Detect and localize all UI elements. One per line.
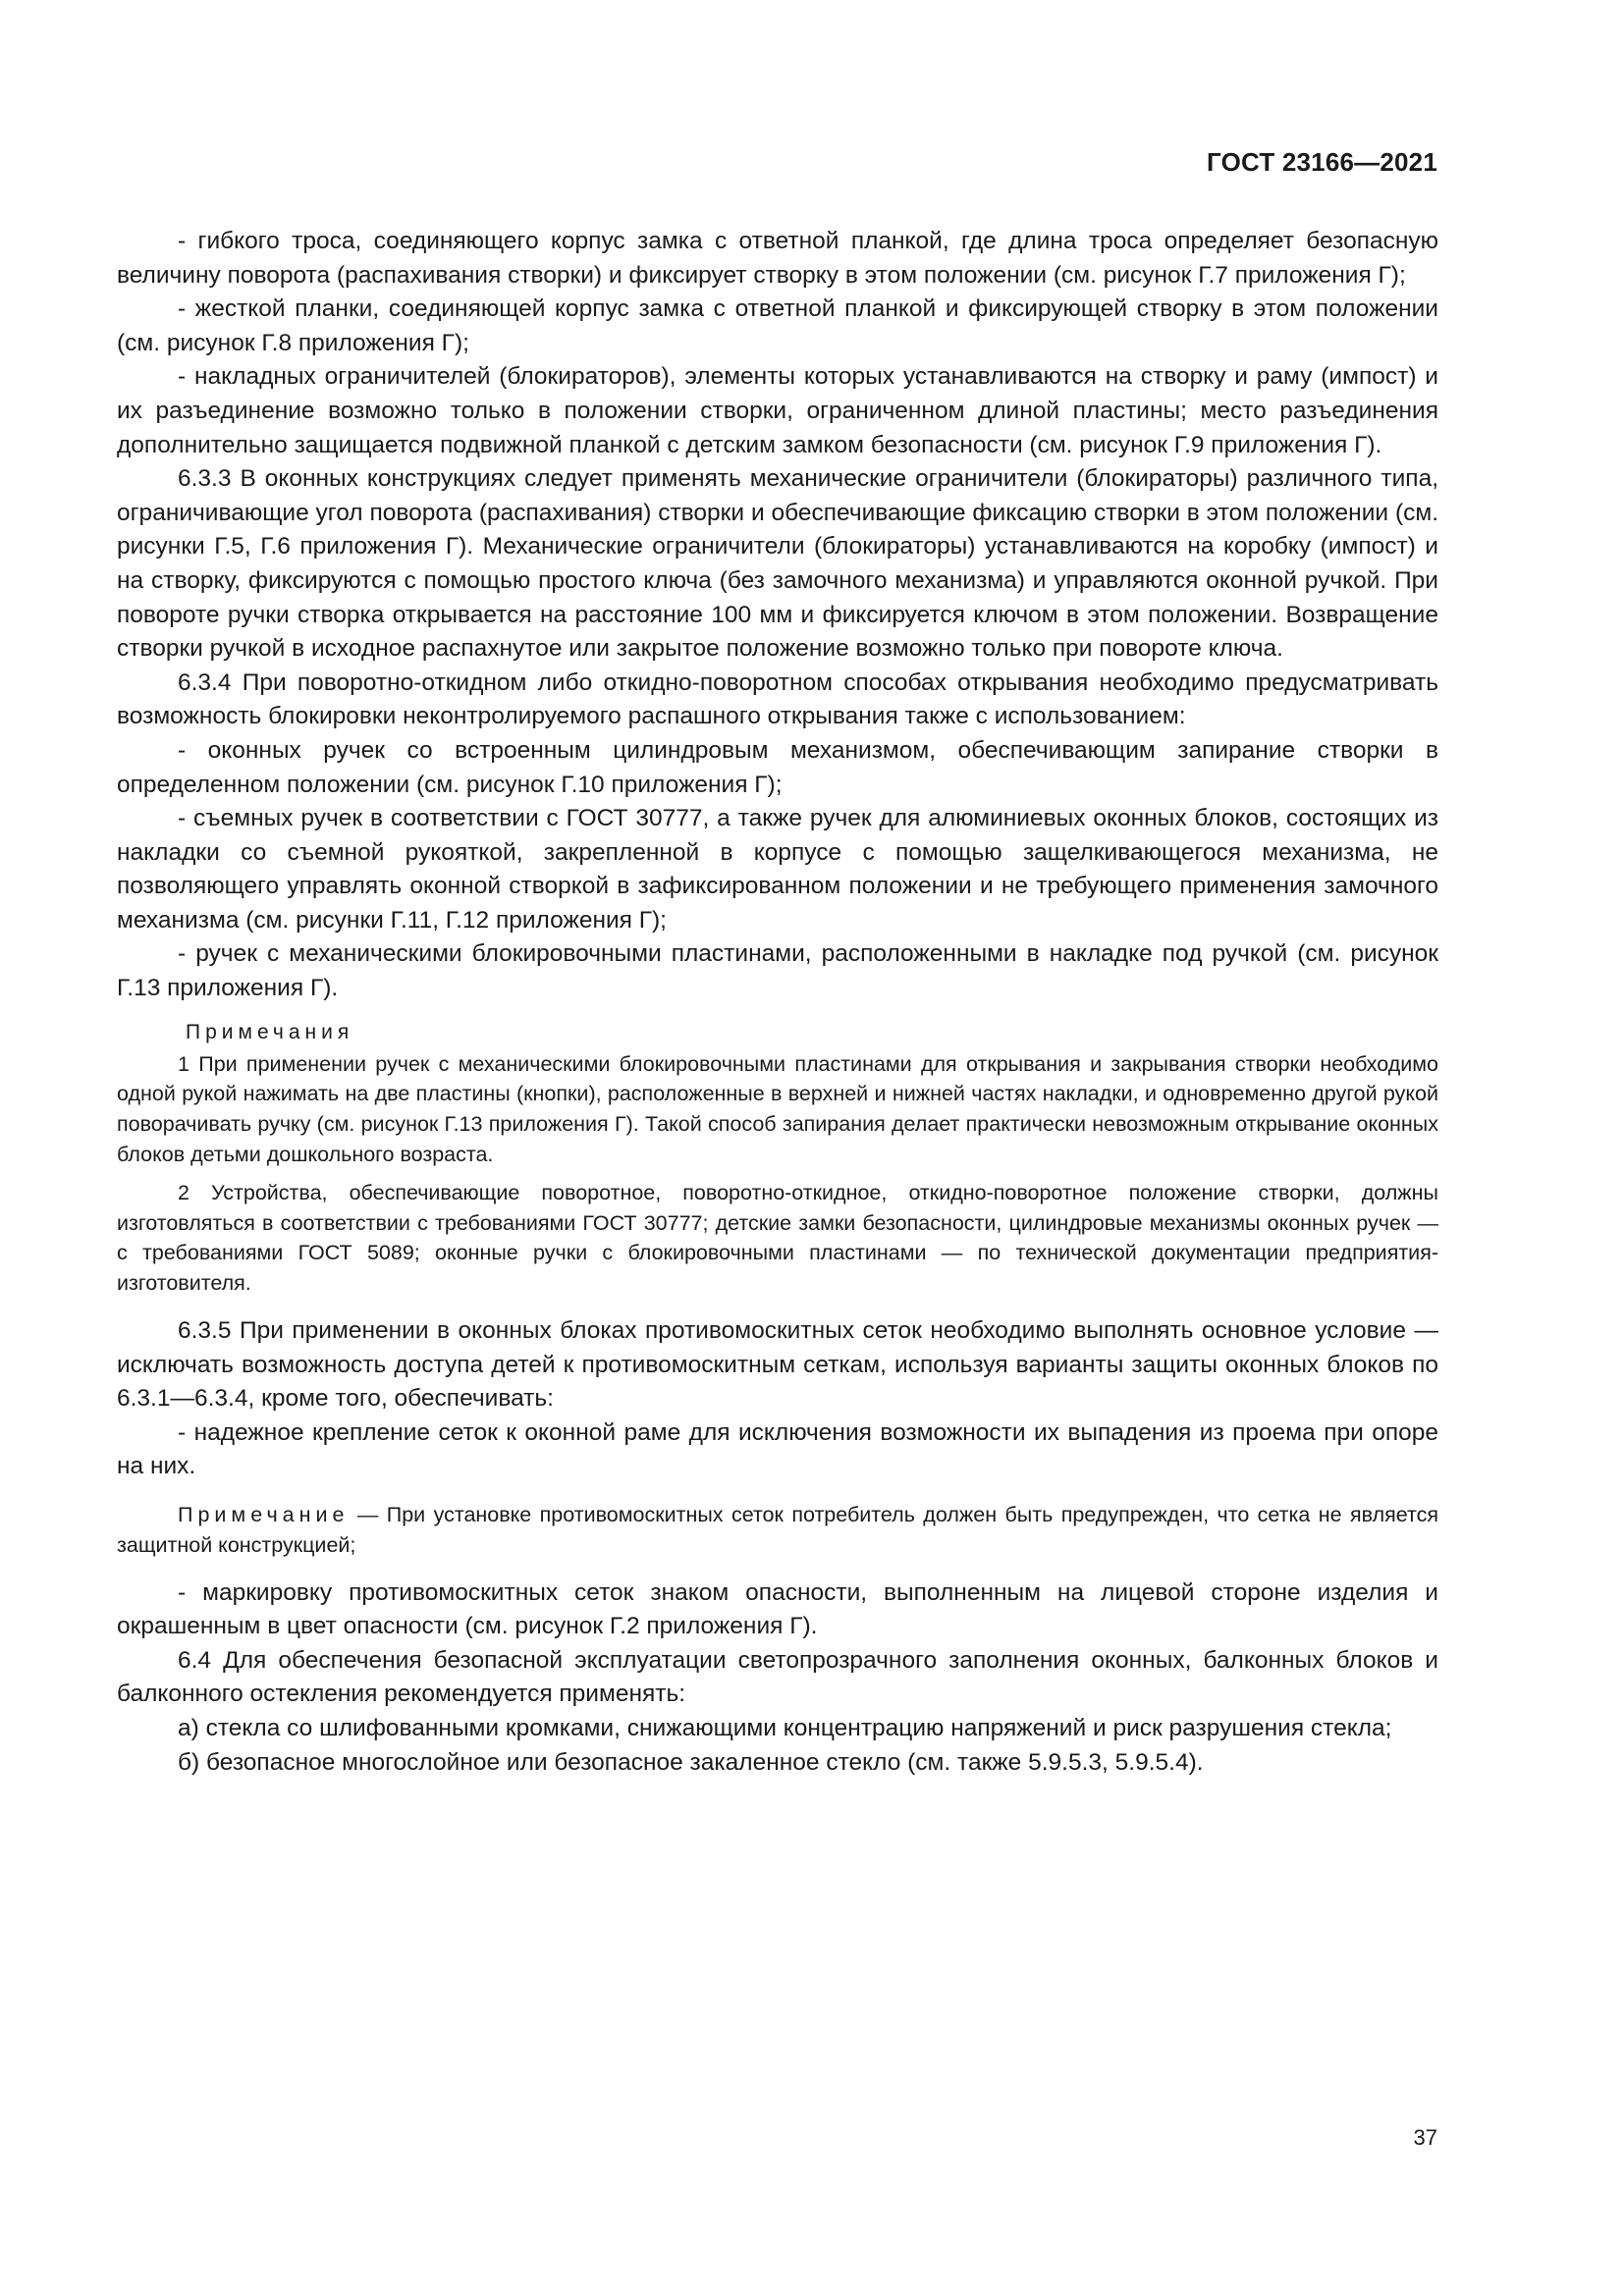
note-2: 2 Устройства, обеспечивающие поворотное, поворотно-откидное, откидно-поворотное положение створки, должны изготовляться в соответствии с требованиями ГОСТ 30777; детские замки безопасности, цилиндровые механизмы оконных ручек — с требованиями ГОСТ 5089; оконные ручки с блокировочными пластинами — по технической документации предприятия-изготовителя. <box>117 1180 1438 1296</box>
page-number: 37 <box>1413 2125 1437 2150</box>
note-1: 1 При применении ручек с механическими блокировочными пластинами для открывания и закрывания створки необходимо одной рукой нажимать на две пластины (кнопки), расположенные в верхней и нижней частях накладки, и одновременно другой рукой поворачивать ручку (см. рисунок Г.13 приложения Г). Такой способ запирания делает практически невозможным открывание оконных блоков детьми дошкольного возраста. <box>117 1051 1438 1167</box>
paragraph-removable-handles: - съемных ручек в соответствии с ГОСТ 30777, а также ручек для алюминиевых оконных блоков, состоящих из накладки со съемной рукояткой, закрепленной в корпусе с помощью защелкивающегося механизма, не позволяющего управлять оконной створкой в зафиксированном положении и не требующего применения замочного механизма (см. рисунки Г.11, Г.12 приложения Г); <box>117 805 1438 934</box>
paragraph-6-3-3: 6.3.3 В оконных конструкциях следует применять механические ограничители (блокираторы) различного типа, ограничивающие угол поворота (распахивания) створки и обеспечивающие фиксацию створки в этом положении (см. рисунки Г.5, Г.6 приложения Г). Механические ограничители (блокираторы) устанавливаются на коробку (импост) и на створку, фиксируются с помощью простого ключа (без замочного механизма) и управляются оконной ручкой. При повороте ручки створка открывается на расстояние 100 мм и фиксируется ключом в этом положении. Возвращение створки ручкой в исходное распахнутое или закрытое положение возможно только при повороте ключа. <box>117 465 1438 663</box>
paragraph-rigid-bar: - жесткой планки, соединяющей корпус замка с ответной планкой и фиксирующей створку в этом положении (см. рисунок Г.8 приложения Г); <box>117 295 1438 356</box>
paragraph-safety-glass: б) безопасное многослойное или безопасное закаленное стекло (см. также 5.9.5.3, 5.9.5.4). <box>178 1748 1204 1776</box>
document-body <box>117 225 1438 1780</box>
paragraph-overlay-limiters: - накладных ограничителей (блокираторов), элементы которых устанавливаются на створку и раму (импост) и их разъединение возможно только в положении створки, ограниченном длиной пластины; место разъединения дополнительно защищается подвижной планкой с детским замком безопасности (см. рисунок Г.9 приложения Г). <box>117 363 1438 458</box>
paragraph-locking-plates: - ручек с механическими блокировочными пластинами, расположенными в накладке под ручкой (см. рисунок Г.13 приложения Г). <box>117 940 1438 1002</box>
paragraph-6-3-5: 6.3.5 При применении в оконных блоках противомоскитных сеток необходимо выполнять основное условие — исключать возможность доступа детей к противомоскитным сеткам, используя варианты защиты оконных блоков по 6.3.1—6.3.4, кроме того, обеспечивать: <box>117 1317 1438 1413</box>
paragraph-6-3-4: 6.3.4 При поворотно-откидном либо откидно-поворотном способах открывания необходимо предусматривать возможность блокировки неконтролируемого распашного открывания также с использованием: <box>117 668 1438 730</box>
note-mosquito-nets <box>117 1500 1438 1561</box>
note-label: Примечание <box>178 1503 350 1526</box>
notes-heading: Примечания <box>186 1020 354 1043</box>
note-text: — При установке противомоскитных сеток потребитель должен быть предупрежден, что сетка не является защитной конструкцией; <box>117 1503 1438 1557</box>
paragraph-secure-mounting: - надежное крепление сеток к оконной раме для исключения возможности их выпадения из проема при опоре на них. <box>117 1418 1438 1480</box>
paragraph-cylinder-handles: - оконных ручек со встроенным цилиндровым механизмом, обеспечивающим запирание створки в определенном положении (см. рисунок Г.10 приложения Г); <box>117 736 1438 798</box>
paragraph-flexible-cable: - гибкого троса, соединяющего корпус замка с ответной планкой, где длина троса определяет безопасную величину поворота (распахивания створки) и фиксирует створку в этом положении (см. рисунок Г.7 приложения Г); <box>117 228 1438 289</box>
paragraph-ground-edges: а) стекла со шлифованными кромками, снижающими концентрацию напряжений и риск разрушения стекла; <box>178 1714 1392 1741</box>
standard-code: ГОСТ 23166—2021 <box>1207 147 1437 177</box>
paragraph-6-4: 6.4 Для обеспечения безопасной эксплуатации светопрозрачного заполнения оконных, балконных блоков и балконного остекления рекомендуется применять: <box>117 1646 1438 1708</box>
paragraph-danger-marking: - маркировку противомоскитных сеток знаком опасности, выполненным на лицевой стороне изделия и окрашенным в цвет опасности (см. рисунок Г.2 приложения Г). <box>117 1578 1438 1640</box>
